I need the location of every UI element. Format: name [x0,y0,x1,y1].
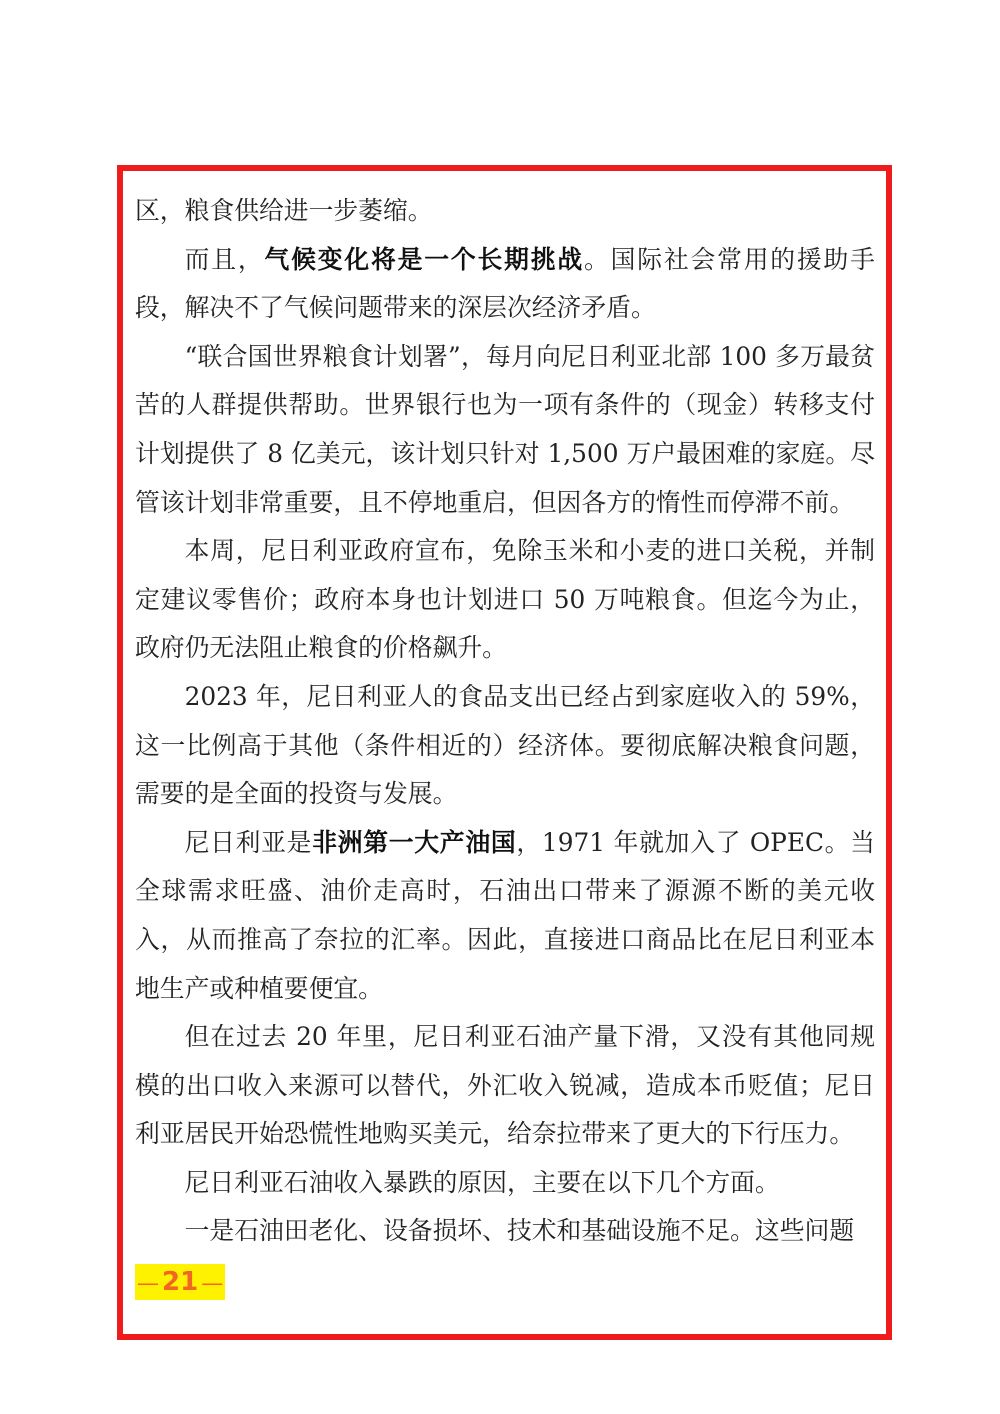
paragraph [135,1159,875,1208]
paragraph-text: 2023 年，尼日利亚人的食品支出已经占到家庭收入的 59%，这一比例高于其他（条件相近的）经济体。要彻底解决粮食问题，需要的是全面的投资与发展。 [135,681,875,809]
emphasis-text: 气候变化将是一个长期挑战 [264,244,584,274]
page-number-dash-right: — [201,1271,224,1296]
page-number-badge [135,1264,225,1300]
paragraph-text: “联合国世界粮食计划署”，每月向尼日利亚北部 100 多万最贫苦的人群提供帮助。世界银行也为一项有条件的（现金）转移支付计划提供了 8 亿美元，该计划只针对 1,500 万户最困难的家庭。尽管该计划非常重要，且不停地重启，但因各方的惰性而停滞不前。 [135,341,875,517]
paragraph-text: 但在过去 20 年里，尼日利亚石油产量下滑，又没有其他同规模的出口收入来源可以替代，外汇收入锐减，造成本币贬值；尼日利亚居民开始恐慌性地购买美元，给奈拉带来了更大的下行压力。 [135,1022,875,1149]
paragraph [135,819,875,1013]
paragraph-text: 本周，尼日利亚政府宣布，免除玉米和小麦的进口关税，并制定建议零售价；政府本身也计划进口 50 万吨粮食。但迄今为止，政府仍无法阻止粮食的价格飙升。 [135,536,875,663]
paragraph-text: 尼日利亚是 [184,827,313,857]
paragraph [135,1013,875,1159]
page-number: 21 [162,1267,199,1297]
paragraph [135,236,875,333]
paragraph-text: ，1971 年就加入了 OPEC。当全球需求旺盛、油价走高时，石油出口带来了源源不断的美元收入，从而推高了奈拉的汇率。因此，直接进口商品比在尼日利亚本地生产或种植要便宜。 [135,827,875,1003]
paragraph-text: 。国际社会常用的援助手段，解决不了气候问题带来的深层次经济矛盾。 [135,244,875,323]
paragraph [135,527,875,673]
paragraph-text: 区，粮食供给进一步萎缩。 [135,196,433,225]
page-frame [117,165,892,1340]
paragraph-text: 一是石油田老化、设备损坏、技术和基础设施不足。这些问题 [184,1216,855,1246]
paragraph [135,187,875,236]
paragraph-text: 尼日利亚石油收入暴跌的原因，主要在以下几个方面。 [184,1167,780,1197]
paragraph [135,333,875,527]
paragraph-text: 而且， [184,244,265,274]
page-number-dash-left: — [137,1271,159,1296]
paragraph [135,1207,875,1256]
emphasis-text: 非洲第一大产油国 [312,827,517,857]
paragraph [135,673,875,819]
article-body [135,187,875,1256]
